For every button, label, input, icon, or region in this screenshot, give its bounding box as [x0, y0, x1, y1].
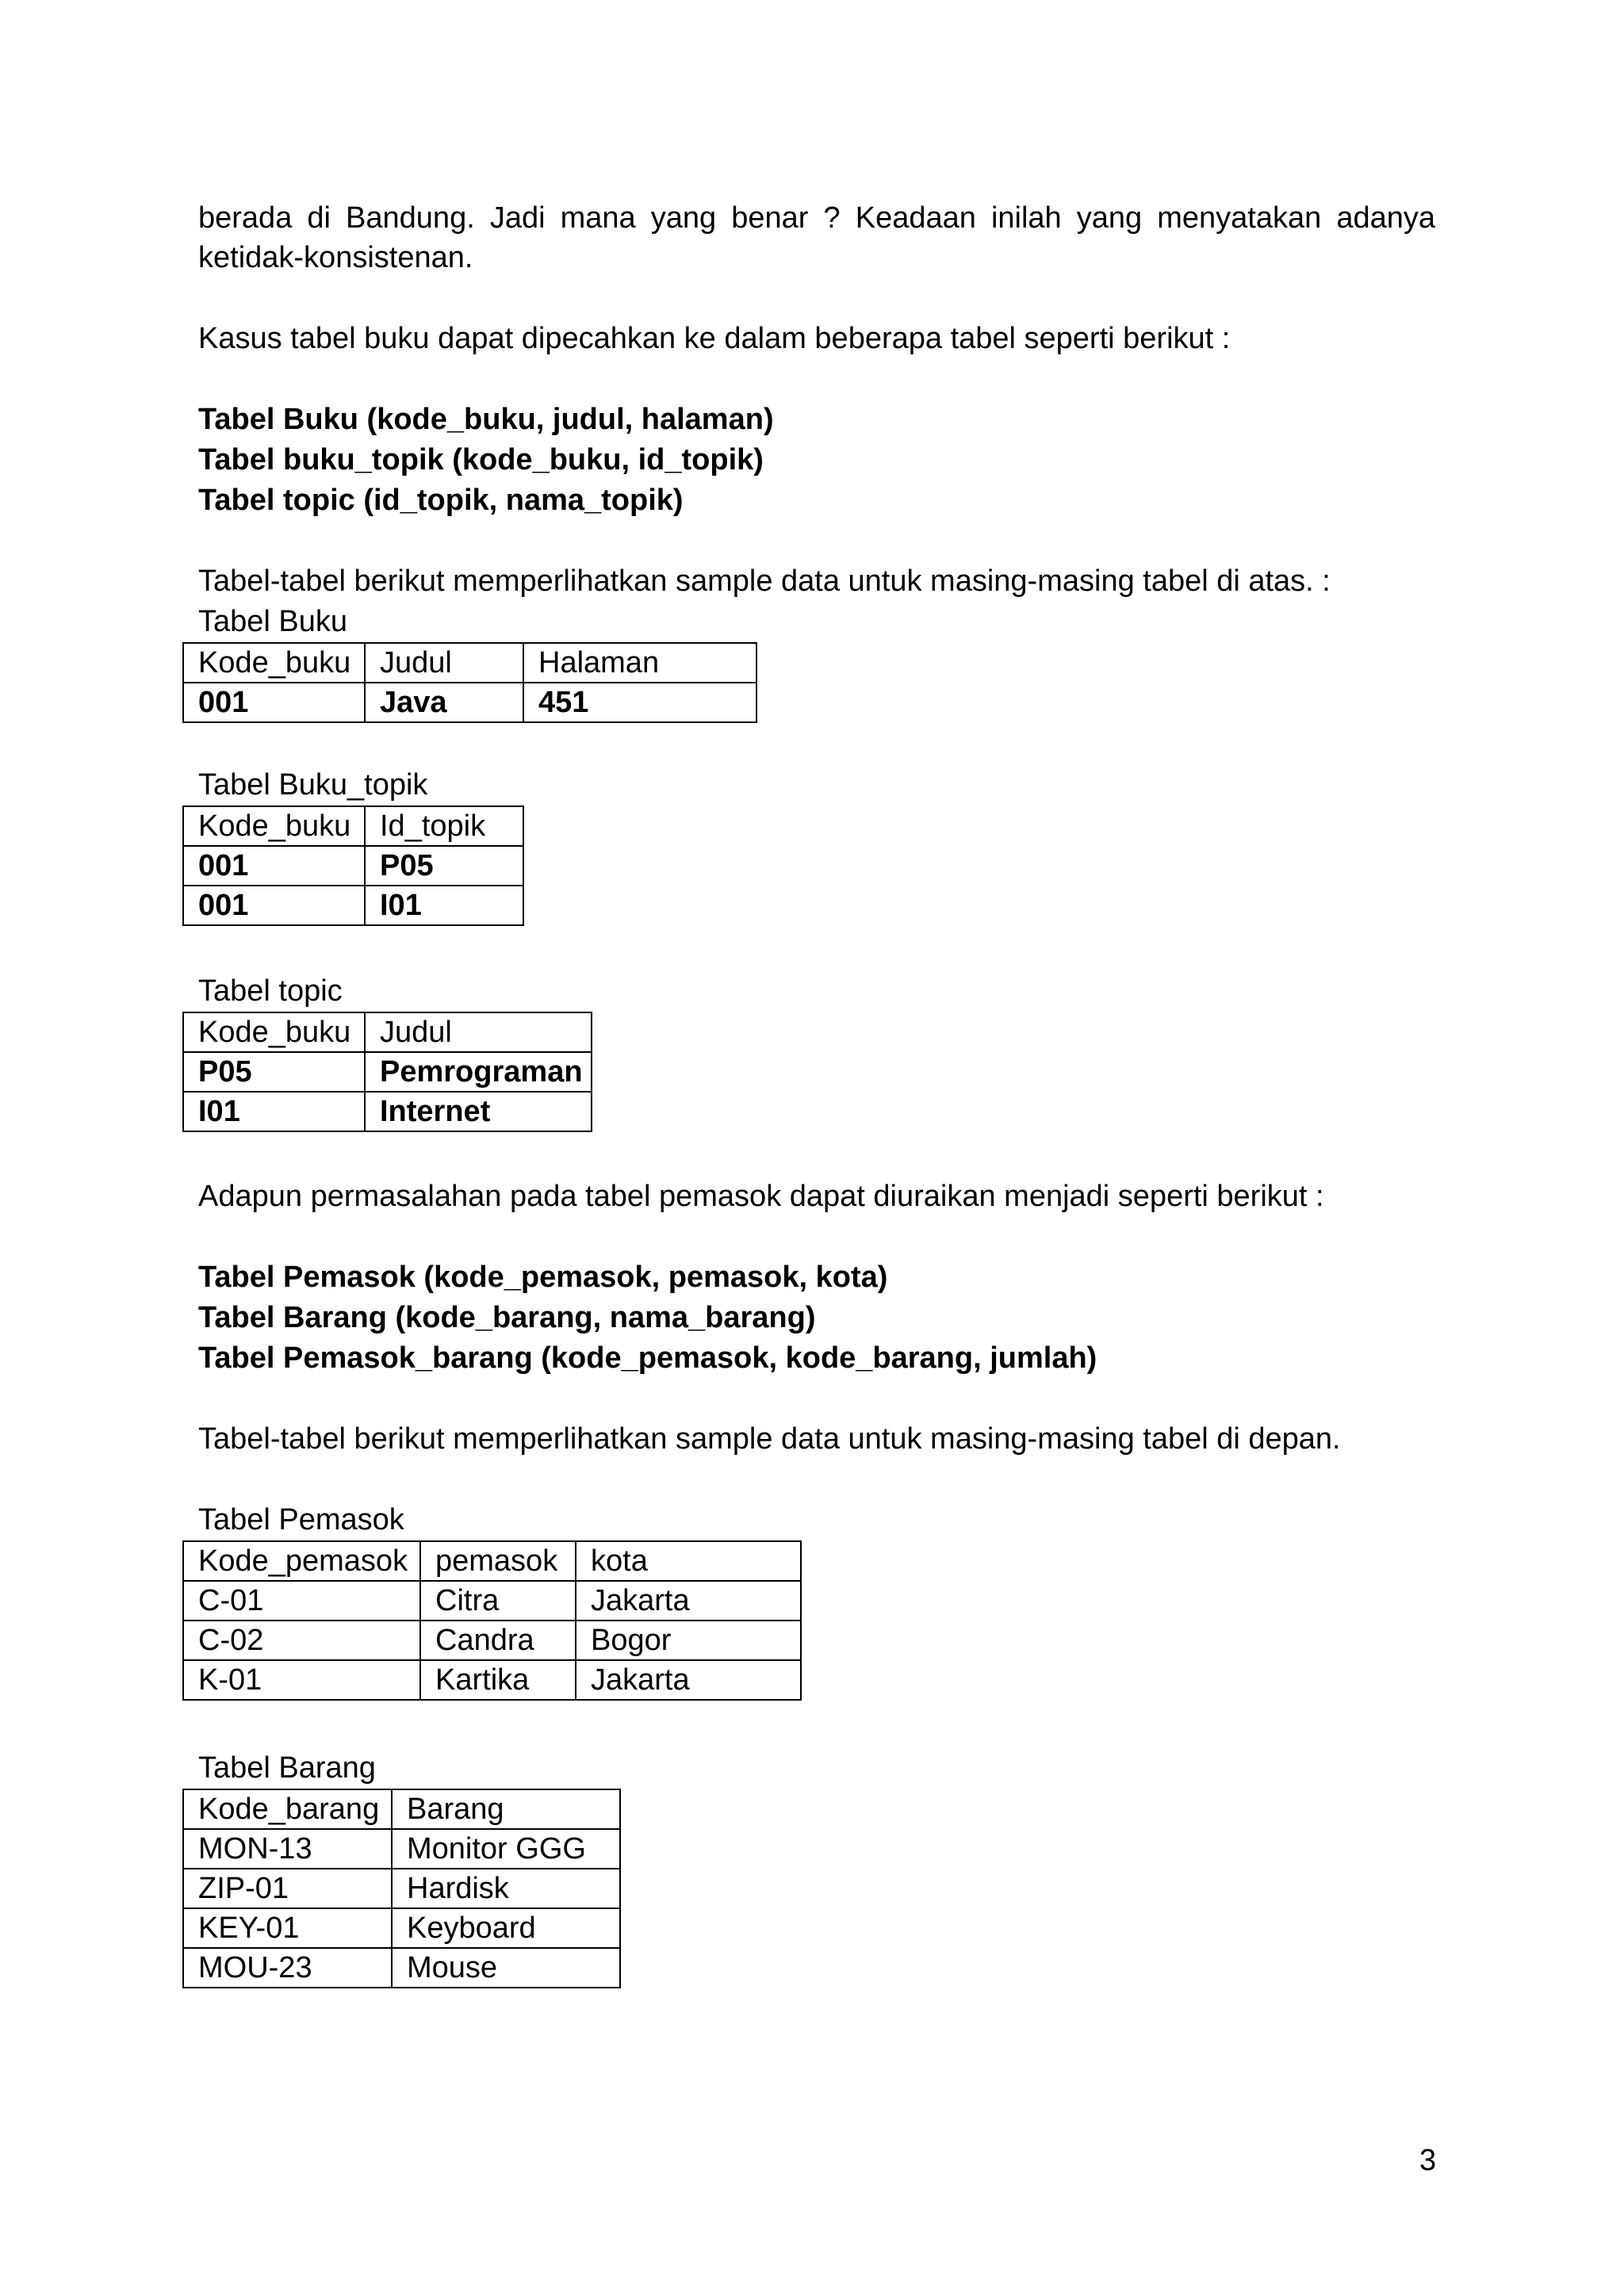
table-header-cell: Judul	[365, 643, 523, 683]
table-cell: Monitor GGG	[392, 1829, 620, 1869]
intro-line-1: berada di Bandung. Jadi mana yang benar ? Keadaan inilah yang menyatakan adanya	[198, 201, 1435, 235]
table-row	[183, 1829, 620, 1869]
table-cell: I01	[365, 886, 523, 925]
table-buku-topik	[182, 806, 524, 926]
table-row	[183, 683, 756, 722]
table-header-row	[183, 1789, 620, 1829]
table-header-cell: Judul	[365, 1012, 592, 1052]
table-caption: Tabel Buku_topik	[198, 768, 428, 802]
table-header-row	[183, 1541, 801, 1581]
table-cell: Kartika	[420, 1660, 576, 1700]
table-cell: Candra	[420, 1621, 576, 1660]
table-row	[183, 1621, 801, 1660]
kasus-text: Kasus tabel buku dapat dipecahkan ke dalam beberapa tabel seperti berikut :	[198, 322, 1231, 355]
intro-paragraph	[198, 198, 1435, 277]
table-cell: ZIP-01	[183, 1869, 392, 1908]
table-header-cell: pemasok	[420, 1541, 576, 1581]
table-header-cell: Kode_buku	[183, 643, 365, 683]
table-cell: Java	[365, 683, 523, 722]
table-cell: K-01	[183, 1660, 420, 1700]
table-cell: Pemrograman	[365, 1052, 592, 1092]
schema-line: Tabel Buku (kode_buku, judul, halaman)	[198, 403, 774, 436]
table-cell: Citra	[420, 1581, 576, 1621]
table-row	[183, 886, 523, 925]
schema-line: Tabel topic (id_topik, nama_topik)	[198, 484, 684, 517]
table-row	[183, 1581, 801, 1621]
table-cell: P05	[365, 846, 523, 886]
sample-text-1: Tabel-tabel berikut memperlihatkan sample data untuk masing-masing tabel di atas. :	[198, 564, 1331, 598]
table-barang	[182, 1789, 621, 1988]
table-cell: I01	[183, 1092, 365, 1131]
table-header-row	[183, 1012, 592, 1052]
table-cell: Hardisk	[392, 1869, 620, 1908]
table-cell: C-01	[183, 1581, 420, 1621]
table-row	[183, 846, 523, 886]
table-cell: 001	[183, 886, 365, 925]
table-row	[183, 1948, 620, 1988]
table-cell: Mouse	[392, 1948, 620, 1988]
table-header-cell: Kode_buku	[183, 1012, 365, 1052]
table-cell: Bogor	[576, 1621, 801, 1660]
table-caption: Tabel Buku	[198, 605, 348, 638]
table-row	[183, 1092, 592, 1131]
table-cell: MON-13	[183, 1829, 392, 1869]
table-header-cell: Kode_barang	[183, 1789, 392, 1829]
schema-line: Tabel Barang (kode_barang, nama_barang)	[198, 1301, 816, 1334]
table-cell: Jakarta	[576, 1581, 801, 1621]
table-row	[183, 1052, 592, 1092]
schema-line: Tabel Pemasok_barang (kode_pemasok, kode_barang, jumlah)	[198, 1341, 1097, 1375]
schema-line: Tabel buku_topik (kode_buku, id_topik)	[198, 443, 764, 476]
table-header-cell: kota	[576, 1541, 801, 1581]
table-row	[183, 1908, 620, 1948]
table-header-cell: Halaman	[523, 643, 756, 683]
table-header-cell: Id_topik	[365, 806, 523, 846]
table-cell: P05	[183, 1052, 365, 1092]
table-caption: Tabel Barang	[198, 1751, 376, 1785]
table-cell: C-02	[183, 1621, 420, 1660]
table-caption: Tabel Pemasok	[198, 1503, 404, 1536]
table-pemasok	[182, 1540, 802, 1701]
table-topic	[182, 1012, 592, 1132]
table-header-row	[183, 806, 523, 846]
table-cell: MOU-23	[183, 1948, 392, 1988]
table-cell: 001	[183, 683, 365, 722]
table-caption: Tabel topic	[198, 974, 343, 1008]
table-cell: Keyboard	[392, 1908, 620, 1948]
table-buku	[182, 642, 757, 723]
table-cell: 001	[183, 846, 365, 886]
table-cell: KEY-01	[183, 1908, 392, 1948]
table-header-cell: Kode_pemasok	[183, 1541, 420, 1581]
table-cell: Jakarta	[576, 1660, 801, 1700]
table-header-row	[183, 643, 756, 683]
intro-line-2: ketidak-konsistenan.	[198, 241, 473, 274]
table-cell: 451	[523, 683, 756, 722]
sample-text-2: Tabel-tabel berikut memperlihatkan sample data untuk masing-masing tabel di depan.	[198, 1422, 1341, 1456]
page-number: 3	[1419, 2144, 1437, 2177]
table-header-cell: Kode_buku	[183, 806, 365, 846]
table-row	[183, 1869, 620, 1908]
table-header-cell: Barang	[392, 1789, 620, 1829]
schema-line: Tabel Pemasok (kode_pemasok, pemasok, kota)	[198, 1261, 888, 1294]
table-cell: Internet	[365, 1092, 592, 1131]
table-row	[183, 1660, 801, 1700]
pemasok-text: Adapun permasalahan pada tabel pemasok dapat diuraikan menjadi seperti berikut :	[198, 1180, 1324, 1213]
